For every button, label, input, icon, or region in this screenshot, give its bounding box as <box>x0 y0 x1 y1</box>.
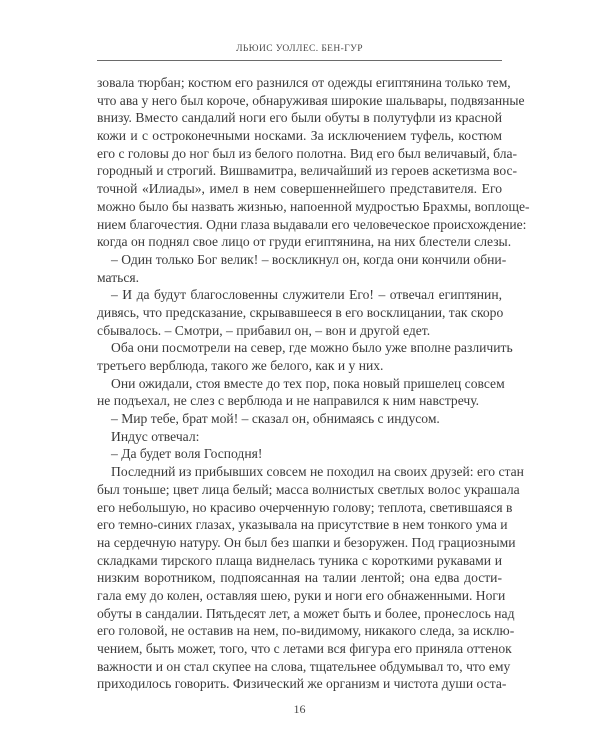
text-line: Они ожидали, стоя вместе до тех пор, пока новый пришелец совсем <box>111 375 505 391</box>
text-line: низким воротником, подпоясанная на талии лентой; она едва дости- <box>97 570 502 586</box>
text-line: зовала тюрбан; костюм его разнился от одежды египтянина только тем, <box>97 75 511 90</box>
text-line: важности и он стал скупее на слова, тщательнее обдумывал то, что ему <box>97 658 511 674</box>
text-line: городный и строгий. Вишвамитра, величайший из героев аскетизма вос- <box>97 163 518 179</box>
text-line: Индус отвечал: <box>111 428 200 444</box>
text-line: чением, быть может, того, что с летами вся фигура его приняла оттенок <box>97 641 512 656</box>
text-line: что ава у него был короче, обнаруживая широкие шальвары, подвязанные <box>97 92 525 108</box>
text-line: – Мир тебе, брат мой! – сказал он, обнимаясь с индусом. <box>111 411 440 427</box>
text-line: складками тирского плаща виднелась туника с короткими рукавами и <box>97 552 502 568</box>
header-rule <box>97 60 502 61</box>
text-line: дивясь, что предсказание, скрывавшееся в его восклицании, так скоро <box>97 304 504 320</box>
text-line: третьего верблюда, такого же белого, как и у них. <box>97 358 384 373</box>
running-head: ЛЬЮИС УОЛЛЕС. БЕН-ГУР <box>236 44 363 54</box>
text-line: – И да будут благословенны служители Его! – отвечал египтянин, <box>111 287 502 303</box>
text-line: на сердечную натуру. Он был без шапки и безоружен. Под грациозными <box>97 534 516 550</box>
text-line: не подъехал, не слез с верблюда и не направился к ним навстречу. <box>97 393 480 409</box>
text-line: обуты в сандалии. Пятьдесят лет, а может быть и более, пронеслось над <box>97 605 515 621</box>
text-line: приходилось говорить. Физический же организм и чистота души оста- <box>97 676 507 692</box>
text-line: Оба они посмотрели на север, где можно было уже вполне различить <box>111 340 513 356</box>
text-line: внизу. Вместо сандалий ноги его были обуты в полутуфли из красной <box>97 110 502 126</box>
body-text <box>97 74 530 693</box>
text-line: был тоньше; цвет лица белый; масса волнистых светлых волос украшала <box>97 481 520 497</box>
text-line: Последний из прибывших совсем не походил на своих друзей: его стан <box>111 464 524 480</box>
text-line: когда он поднял свое лицо от груди египтянина, на них блестели слезы. <box>97 234 512 250</box>
text-line: точной «Илиады», имел в нем совершеннейшего представителя. Его <box>97 181 502 197</box>
text-line: его с головы до ног был из белого полотна. Вид его был величавый, бла- <box>97 145 518 161</box>
text-line: его головой, не оставив на нем, по-видимому, никакого следа, за исклю- <box>97 623 515 639</box>
page-number: 16 <box>293 702 306 716</box>
text-line: – Один только Бог велик! – воскликнул он, когда они кончили обни- <box>111 251 507 267</box>
text-line: его темно-синих глазах, указывала на присутствие в нем тонкого ума и <box>97 517 508 533</box>
text-line: маться. <box>97 269 140 285</box>
text-line: можно было бы назвать жизнью, напоенной мудростью Брахмы, воплоще- <box>97 198 530 214</box>
text-line: нием благочестия. Одни глаза выдавали его человеческое происхождение: <box>97 216 527 232</box>
text-line: – Да будет воля Господня! <box>111 446 263 462</box>
text-line: кожи и с остроконечными носками. За исключением туфель, костюм <box>97 128 502 144</box>
text-line: сбывалось. – Смотри, – прибавил он, – вон и другой едет. <box>97 322 431 338</box>
text-line: гала ему до колен, оставляя шею, руки и ноги его обнаженными. Ноги <box>97 587 506 603</box>
text-line: его небольшую, но красиво очерченную голову; теплота, светившаяся в <box>97 499 513 515</box>
